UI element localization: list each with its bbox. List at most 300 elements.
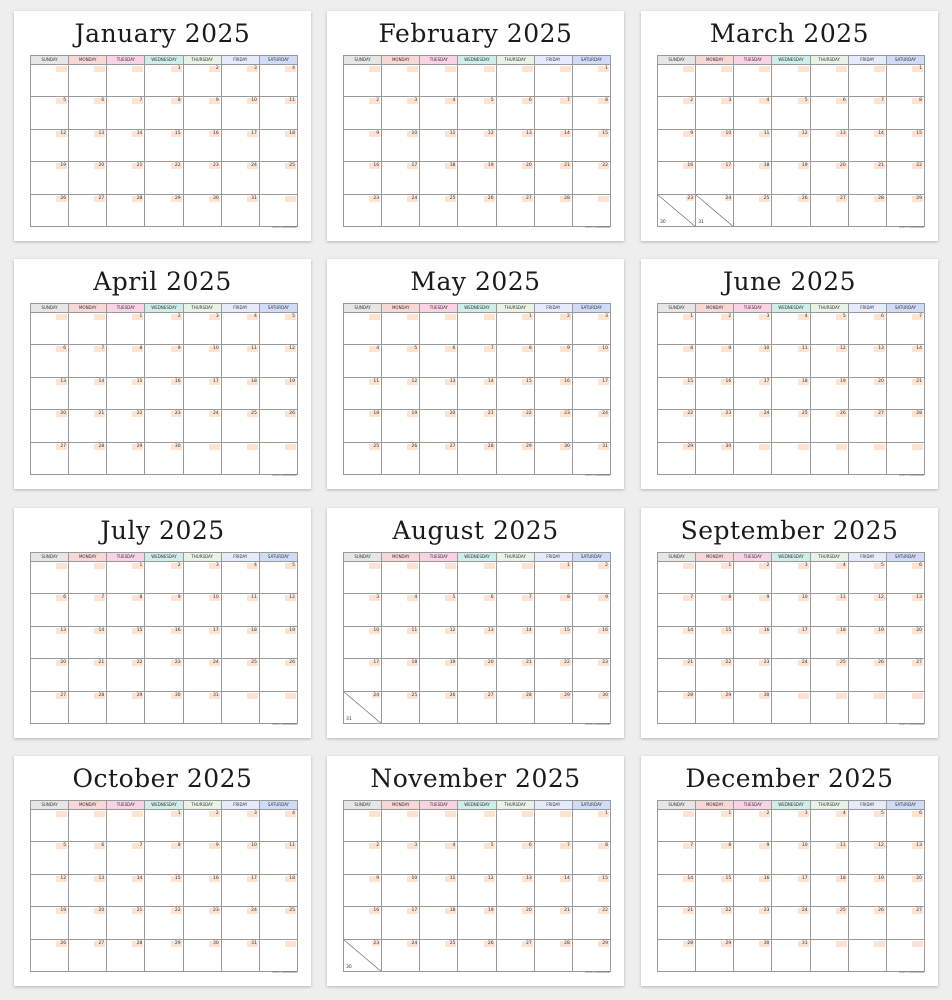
day-cell[interactable] xyxy=(344,194,382,226)
day-cell[interactable] xyxy=(572,410,610,442)
day-cell[interactable] xyxy=(696,162,734,194)
day-cell[interactable] xyxy=(31,842,69,874)
day-cell[interactable] xyxy=(458,810,496,842)
day-cell[interactable] xyxy=(183,907,221,939)
day-cell[interactable] xyxy=(420,907,458,939)
day-cell[interactable] xyxy=(344,410,382,442)
day-cell[interactable] xyxy=(420,594,458,626)
day-cell[interactable] xyxy=(259,194,297,226)
day-cell[interactable] xyxy=(183,594,221,626)
day-cell[interactable] xyxy=(458,313,496,345)
day-cell[interactable] xyxy=(107,810,145,842)
day-cell[interactable] xyxy=(572,442,610,474)
day-cell[interactable] xyxy=(145,65,183,97)
day-cell[interactable] xyxy=(696,194,734,226)
day-cell[interactable] xyxy=(534,442,572,474)
day-cell[interactable] xyxy=(534,97,572,129)
day-cell[interactable] xyxy=(534,810,572,842)
day-cell[interactable] xyxy=(183,97,221,129)
day-cell[interactable] xyxy=(344,691,382,723)
day-cell[interactable] xyxy=(107,907,145,939)
day-cell[interactable] xyxy=(145,594,183,626)
day-cell[interactable] xyxy=(259,874,297,906)
day-cell[interactable] xyxy=(572,907,610,939)
day-cell[interactable] xyxy=(145,842,183,874)
day-cell[interactable] xyxy=(496,659,534,691)
day-cell[interactable] xyxy=(496,410,534,442)
day-cell[interactable] xyxy=(31,377,69,409)
day-cell[interactable] xyxy=(886,97,924,129)
day-cell[interactable] xyxy=(534,313,572,345)
day-cell[interactable] xyxy=(344,65,382,97)
day-cell[interactable] xyxy=(886,65,924,97)
day-cell[interactable] xyxy=(31,659,69,691)
day-cell[interactable] xyxy=(344,345,382,377)
day-cell[interactable] xyxy=(886,874,924,906)
day-cell[interactable] xyxy=(734,129,772,161)
day-cell[interactable] xyxy=(848,345,886,377)
day-cell[interactable] xyxy=(810,129,848,161)
day-cell[interactable] xyxy=(344,562,382,594)
day-cell[interactable] xyxy=(886,562,924,594)
day-cell[interactable] xyxy=(69,594,107,626)
day-cell[interactable] xyxy=(107,129,145,161)
day-cell[interactable] xyxy=(107,65,145,97)
day-cell[interactable] xyxy=(734,874,772,906)
day-cell[interactable] xyxy=(772,65,810,97)
day-cell[interactable] xyxy=(69,162,107,194)
day-cell[interactable] xyxy=(107,313,145,345)
day-cell[interactable] xyxy=(772,162,810,194)
day-cell[interactable] xyxy=(107,626,145,658)
day-cell[interactable] xyxy=(31,939,69,971)
day-cell[interactable] xyxy=(772,129,810,161)
day-cell[interactable] xyxy=(107,842,145,874)
day-cell[interactable] xyxy=(145,129,183,161)
day-cell[interactable] xyxy=(810,377,848,409)
day-cell[interactable] xyxy=(382,626,420,658)
day-cell[interactable] xyxy=(534,659,572,691)
day-cell[interactable] xyxy=(810,626,848,658)
day-cell[interactable] xyxy=(848,313,886,345)
day-cell[interactable] xyxy=(221,162,259,194)
day-cell[interactable] xyxy=(259,97,297,129)
day-cell[interactable] xyxy=(496,939,534,971)
day-cell[interactable] xyxy=(886,194,924,226)
day-cell[interactable] xyxy=(221,65,259,97)
day-cell[interactable] xyxy=(886,659,924,691)
day-cell[interactable] xyxy=(107,939,145,971)
day-cell[interactable] xyxy=(658,691,696,723)
day-cell[interactable] xyxy=(145,345,183,377)
day-cell[interactable] xyxy=(145,626,183,658)
day-cell[interactable] xyxy=(734,194,772,226)
day-cell[interactable] xyxy=(534,691,572,723)
day-cell[interactable] xyxy=(69,691,107,723)
day-cell[interactable] xyxy=(31,874,69,906)
day-cell[interactable] xyxy=(496,442,534,474)
day-cell[interactable] xyxy=(183,162,221,194)
day-cell[interactable] xyxy=(458,842,496,874)
day-cell[interactable] xyxy=(848,162,886,194)
day-cell[interactable] xyxy=(810,842,848,874)
day-cell[interactable] xyxy=(886,626,924,658)
day-cell[interactable] xyxy=(420,194,458,226)
day-cell[interactable] xyxy=(772,810,810,842)
day-cell[interactable] xyxy=(572,162,610,194)
day-cell[interactable] xyxy=(382,810,420,842)
day-cell[interactable] xyxy=(259,410,297,442)
day-cell[interactable] xyxy=(496,377,534,409)
day-cell[interactable] xyxy=(534,410,572,442)
day-cell[interactable] xyxy=(31,691,69,723)
day-cell[interactable] xyxy=(572,194,610,226)
day-cell[interactable] xyxy=(420,659,458,691)
day-cell[interactable] xyxy=(734,626,772,658)
day-cell[interactable] xyxy=(696,626,734,658)
day-cell[interactable] xyxy=(458,659,496,691)
day-cell[interactable] xyxy=(183,939,221,971)
day-cell[interactable] xyxy=(420,377,458,409)
day-cell[interactable] xyxy=(31,162,69,194)
day-cell[interactable] xyxy=(658,162,696,194)
day-cell[interactable] xyxy=(458,129,496,161)
day-cell[interactable] xyxy=(658,410,696,442)
day-cell[interactable] xyxy=(572,810,610,842)
day-cell[interactable] xyxy=(810,907,848,939)
day-cell[interactable] xyxy=(458,626,496,658)
day-cell[interactable] xyxy=(496,65,534,97)
day-cell[interactable] xyxy=(458,907,496,939)
day-cell[interactable] xyxy=(382,377,420,409)
day-cell[interactable] xyxy=(382,65,420,97)
day-cell[interactable] xyxy=(696,691,734,723)
day-cell[interactable] xyxy=(886,594,924,626)
day-cell[interactable] xyxy=(848,65,886,97)
day-cell[interactable] xyxy=(534,907,572,939)
day-cell[interactable] xyxy=(31,313,69,345)
day-cell[interactable] xyxy=(420,65,458,97)
day-cell[interactable] xyxy=(145,377,183,409)
day-cell[interactable] xyxy=(572,377,610,409)
day-cell[interactable] xyxy=(734,410,772,442)
day-cell[interactable] xyxy=(848,442,886,474)
day-cell[interactable] xyxy=(496,810,534,842)
day-cell[interactable] xyxy=(496,345,534,377)
day-cell[interactable] xyxy=(572,659,610,691)
day-cell[interactable] xyxy=(572,562,610,594)
day-cell[interactable] xyxy=(734,345,772,377)
day-cell[interactable] xyxy=(145,659,183,691)
day-cell[interactable] xyxy=(344,442,382,474)
day-cell[interactable] xyxy=(696,594,734,626)
day-cell[interactable] xyxy=(886,442,924,474)
day-cell[interactable] xyxy=(496,594,534,626)
day-cell[interactable] xyxy=(848,377,886,409)
day-cell[interactable] xyxy=(344,377,382,409)
day-cell[interactable] xyxy=(145,691,183,723)
day-cell[interactable] xyxy=(107,97,145,129)
day-cell[interactable] xyxy=(496,562,534,594)
day-cell[interactable] xyxy=(496,874,534,906)
day-cell[interactable] xyxy=(221,97,259,129)
day-cell[interactable] xyxy=(382,659,420,691)
day-cell[interactable] xyxy=(458,377,496,409)
day-cell[interactable] xyxy=(772,874,810,906)
day-cell[interactable] xyxy=(259,939,297,971)
day-cell[interactable] xyxy=(572,313,610,345)
day-cell[interactable] xyxy=(420,691,458,723)
day-cell[interactable] xyxy=(848,691,886,723)
day-cell[interactable] xyxy=(69,313,107,345)
day-cell[interactable] xyxy=(145,313,183,345)
day-cell[interactable] xyxy=(534,626,572,658)
day-cell[interactable] xyxy=(696,842,734,874)
day-cell[interactable] xyxy=(183,442,221,474)
day-cell[interactable] xyxy=(810,810,848,842)
day-cell[interactable] xyxy=(572,594,610,626)
day-cell[interactable] xyxy=(183,842,221,874)
day-cell[interactable] xyxy=(221,659,259,691)
day-cell[interactable] xyxy=(221,345,259,377)
day-cell[interactable] xyxy=(221,562,259,594)
day-cell[interactable] xyxy=(69,442,107,474)
day-cell[interactable] xyxy=(458,410,496,442)
day-cell[interactable] xyxy=(696,562,734,594)
day-cell[interactable] xyxy=(420,129,458,161)
day-cell[interactable] xyxy=(382,939,420,971)
day-cell[interactable] xyxy=(458,345,496,377)
day-cell[interactable] xyxy=(183,562,221,594)
day-cell[interactable] xyxy=(259,442,297,474)
day-cell[interactable] xyxy=(344,97,382,129)
day-cell[interactable] xyxy=(848,907,886,939)
day-cell[interactable] xyxy=(344,313,382,345)
day-cell[interactable] xyxy=(496,97,534,129)
day-cell[interactable] xyxy=(458,874,496,906)
day-cell[interactable] xyxy=(259,377,297,409)
day-cell[interactable] xyxy=(183,129,221,161)
day-cell[interactable] xyxy=(420,562,458,594)
day-cell[interactable] xyxy=(886,907,924,939)
day-cell[interactable] xyxy=(696,410,734,442)
day-cell[interactable] xyxy=(69,377,107,409)
day-cell[interactable] xyxy=(696,97,734,129)
day-cell[interactable] xyxy=(183,626,221,658)
day-cell[interactable] xyxy=(69,345,107,377)
day-cell[interactable] xyxy=(534,377,572,409)
day-cell[interactable] xyxy=(145,874,183,906)
day-cell[interactable] xyxy=(734,691,772,723)
day-cell[interactable] xyxy=(696,313,734,345)
day-cell[interactable] xyxy=(810,313,848,345)
day-cell[interactable] xyxy=(344,162,382,194)
day-cell[interactable] xyxy=(848,626,886,658)
day-cell[interactable] xyxy=(734,313,772,345)
day-cell[interactable] xyxy=(221,377,259,409)
day-cell[interactable] xyxy=(183,659,221,691)
day-cell[interactable] xyxy=(344,874,382,906)
day-cell[interactable] xyxy=(183,410,221,442)
day-cell[interactable] xyxy=(420,162,458,194)
day-cell[interactable] xyxy=(259,345,297,377)
day-cell[interactable] xyxy=(696,442,734,474)
day-cell[interactable] xyxy=(344,129,382,161)
day-cell[interactable] xyxy=(772,313,810,345)
day-cell[interactable] xyxy=(145,907,183,939)
day-cell[interactable] xyxy=(810,659,848,691)
day-cell[interactable] xyxy=(31,626,69,658)
day-cell[interactable] xyxy=(658,194,696,226)
day-cell[interactable] xyxy=(344,842,382,874)
day-cell[interactable] xyxy=(658,562,696,594)
day-cell[interactable] xyxy=(496,162,534,194)
day-cell[interactable] xyxy=(734,810,772,842)
day-cell[interactable] xyxy=(810,874,848,906)
day-cell[interactable] xyxy=(458,442,496,474)
day-cell[interactable] xyxy=(183,377,221,409)
day-cell[interactable] xyxy=(848,594,886,626)
day-cell[interactable] xyxy=(772,907,810,939)
day-cell[interactable] xyxy=(658,442,696,474)
day-cell[interactable] xyxy=(69,842,107,874)
day-cell[interactable] xyxy=(772,594,810,626)
day-cell[interactable] xyxy=(69,939,107,971)
day-cell[interactable] xyxy=(31,594,69,626)
day-cell[interactable] xyxy=(31,65,69,97)
day-cell[interactable] xyxy=(572,874,610,906)
day-cell[interactable] xyxy=(696,810,734,842)
day-cell[interactable] xyxy=(221,810,259,842)
day-cell[interactable] xyxy=(772,194,810,226)
day-cell[interactable] xyxy=(458,594,496,626)
day-cell[interactable] xyxy=(221,691,259,723)
day-cell[interactable] xyxy=(183,874,221,906)
day-cell[interactable] xyxy=(572,691,610,723)
day-cell[interactable] xyxy=(810,410,848,442)
day-cell[interactable] xyxy=(31,97,69,129)
day-cell[interactable] xyxy=(344,594,382,626)
day-cell[interactable] xyxy=(772,691,810,723)
day-cell[interactable] xyxy=(534,65,572,97)
day-cell[interactable] xyxy=(496,129,534,161)
day-cell[interactable] xyxy=(145,810,183,842)
day-cell[interactable] xyxy=(183,65,221,97)
day-cell[interactable] xyxy=(572,65,610,97)
day-cell[interactable] xyxy=(221,626,259,658)
day-cell[interactable] xyxy=(734,659,772,691)
day-cell[interactable] xyxy=(145,97,183,129)
day-cell[interactable] xyxy=(658,939,696,971)
day-cell[interactable] xyxy=(69,907,107,939)
day-cell[interactable] xyxy=(734,162,772,194)
day-cell[interactable] xyxy=(259,842,297,874)
day-cell[interactable] xyxy=(572,129,610,161)
day-cell[interactable] xyxy=(183,691,221,723)
day-cell[interactable] xyxy=(107,377,145,409)
day-cell[interactable] xyxy=(382,313,420,345)
day-cell[interactable] xyxy=(534,939,572,971)
day-cell[interactable] xyxy=(572,842,610,874)
day-cell[interactable] xyxy=(344,907,382,939)
day-cell[interactable] xyxy=(382,874,420,906)
day-cell[interactable] xyxy=(886,810,924,842)
day-cell[interactable] xyxy=(382,842,420,874)
day-cell[interactable] xyxy=(658,594,696,626)
day-cell[interactable] xyxy=(259,313,297,345)
day-cell[interactable] xyxy=(221,874,259,906)
day-cell[interactable] xyxy=(886,691,924,723)
day-cell[interactable] xyxy=(810,442,848,474)
day-cell[interactable] xyxy=(496,691,534,723)
day-cell[interactable] xyxy=(772,442,810,474)
day-cell[interactable] xyxy=(145,939,183,971)
day-cell[interactable] xyxy=(848,939,886,971)
day-cell[interactable] xyxy=(107,162,145,194)
day-cell[interactable] xyxy=(183,345,221,377)
day-cell[interactable] xyxy=(145,194,183,226)
day-cell[interactable] xyxy=(658,129,696,161)
day-cell[interactable] xyxy=(848,129,886,161)
day-cell[interactable] xyxy=(886,345,924,377)
day-cell[interactable] xyxy=(534,129,572,161)
day-cell[interactable] xyxy=(31,907,69,939)
day-cell[interactable] xyxy=(658,842,696,874)
day-cell[interactable] xyxy=(658,907,696,939)
day-cell[interactable] xyxy=(69,659,107,691)
day-cell[interactable] xyxy=(572,345,610,377)
day-cell[interactable] xyxy=(145,162,183,194)
day-cell[interactable] xyxy=(572,939,610,971)
day-cell[interactable] xyxy=(107,410,145,442)
day-cell[interactable] xyxy=(772,659,810,691)
day-cell[interactable] xyxy=(810,162,848,194)
day-cell[interactable] xyxy=(848,97,886,129)
day-cell[interactable] xyxy=(344,626,382,658)
day-cell[interactable] xyxy=(183,810,221,842)
day-cell[interactable] xyxy=(658,97,696,129)
day-cell[interactable] xyxy=(259,562,297,594)
day-cell[interactable] xyxy=(382,194,420,226)
day-cell[interactable] xyxy=(69,810,107,842)
day-cell[interactable] xyxy=(734,377,772,409)
day-cell[interactable] xyxy=(259,162,297,194)
day-cell[interactable] xyxy=(534,562,572,594)
day-cell[interactable] xyxy=(31,562,69,594)
day-cell[interactable] xyxy=(810,65,848,97)
day-cell[interactable] xyxy=(848,562,886,594)
day-cell[interactable] xyxy=(848,810,886,842)
day-cell[interactable] xyxy=(658,626,696,658)
day-cell[interactable] xyxy=(572,97,610,129)
day-cell[interactable] xyxy=(458,162,496,194)
day-cell[interactable] xyxy=(344,939,382,971)
day-cell[interactable] xyxy=(259,691,297,723)
day-cell[interactable] xyxy=(772,626,810,658)
day-cell[interactable] xyxy=(496,313,534,345)
day-cell[interactable] xyxy=(259,594,297,626)
day-cell[interactable] xyxy=(886,313,924,345)
day-cell[interactable] xyxy=(696,65,734,97)
day-cell[interactable] xyxy=(848,410,886,442)
day-cell[interactable] xyxy=(734,442,772,474)
day-cell[interactable] xyxy=(458,65,496,97)
day-cell[interactable] xyxy=(107,659,145,691)
day-cell[interactable] xyxy=(420,442,458,474)
day-cell[interactable] xyxy=(31,194,69,226)
day-cell[interactable] xyxy=(221,594,259,626)
day-cell[interactable] xyxy=(734,842,772,874)
